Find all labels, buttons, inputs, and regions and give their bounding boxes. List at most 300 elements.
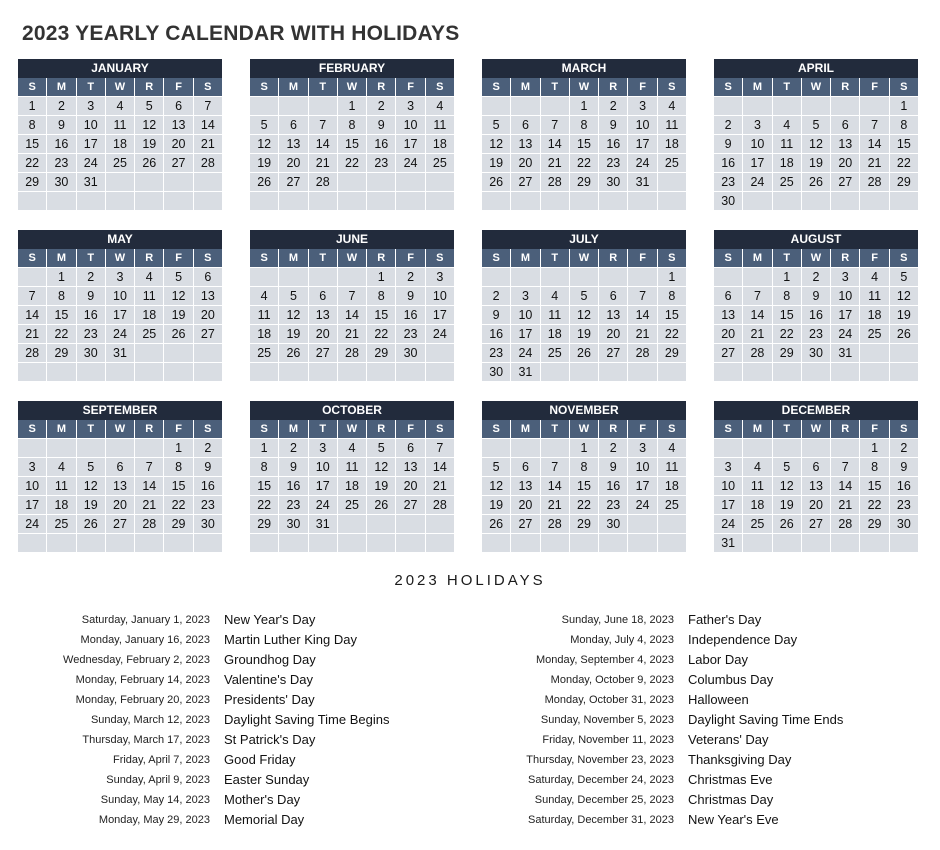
day-cell: 16	[47, 135, 75, 153]
empty-day-cell	[309, 268, 337, 286]
day-cell: 21	[541, 154, 569, 172]
day-cell: 10	[831, 287, 859, 305]
holiday-name: Independence Day	[688, 632, 798, 647]
empty-day-cell	[743, 97, 771, 115]
holiday-row	[0, 690, 470, 710]
day-cell: 6	[599, 287, 627, 305]
empty-day-cell	[426, 363, 454, 381]
day-cell: 10	[309, 458, 337, 476]
empty-day-cell	[658, 192, 686, 210]
holiday-name: St Patrick's Day	[224, 732, 316, 747]
empty-day-cell	[135, 363, 163, 381]
day-cell: 25	[135, 325, 163, 343]
day-cell: 23	[714, 173, 742, 191]
day-cell: 20	[106, 496, 134, 514]
empty-day-cell	[250, 534, 278, 552]
day-cell: 17	[77, 135, 105, 153]
day-cell: 21	[194, 135, 222, 153]
weekday-label: S	[426, 249, 454, 267]
empty-day-cell	[396, 173, 424, 191]
day-cell: 17	[309, 477, 337, 495]
empty-day-cell	[279, 363, 307, 381]
month-name: AUGUST	[714, 230, 918, 249]
holiday-name: Daylight Saving Time Ends	[688, 712, 844, 727]
day-cell: 14	[743, 306, 771, 324]
day-cell: 15	[570, 135, 598, 153]
day-cell: 29	[570, 515, 598, 533]
weekday-label: S	[250, 78, 278, 96]
day-cell: 28	[541, 173, 569, 191]
weekday-label: T	[773, 78, 801, 96]
day-cell: 29	[367, 344, 395, 362]
day-cell: 24	[628, 154, 656, 172]
day-cell: 14	[426, 458, 454, 476]
empty-day-cell	[47, 439, 75, 457]
day-cell: 7	[541, 116, 569, 134]
weekday-label: S	[482, 420, 510, 438]
day-cell: 14	[135, 477, 163, 495]
day-cell: 19	[482, 496, 510, 514]
empty-day-cell	[367, 515, 395, 533]
weekday-label: T	[773, 420, 801, 438]
holidays-list-left	[0, 610, 470, 830]
day-cell: 25	[106, 154, 134, 172]
day-cell: 29	[860, 515, 888, 533]
weekday-label: F	[628, 420, 656, 438]
day-cell: 3	[628, 439, 656, 457]
weekday-label: S	[18, 420, 46, 438]
day-cell: 20	[309, 325, 337, 343]
empty-day-cell	[367, 173, 395, 191]
holiday-date: Monday, January 16, 2023	[80, 634, 210, 646]
month-grid	[482, 420, 686, 552]
holiday-date: Sunday, May 14, 2023	[100, 794, 210, 806]
weekday-label: R	[135, 420, 163, 438]
empty-day-cell	[309, 97, 337, 115]
day-cell: 28	[743, 344, 771, 362]
day-cell: 5	[570, 287, 598, 305]
day-cell: 2	[482, 287, 510, 305]
day-cell: 9	[802, 287, 830, 305]
day-cell: 12	[164, 287, 192, 305]
day-cell: 20	[831, 154, 859, 172]
weekday-label: F	[396, 249, 424, 267]
day-cell: 18	[250, 325, 278, 343]
day-cell: 23	[194, 496, 222, 514]
empty-day-cell	[773, 534, 801, 552]
weekday-label: S	[194, 78, 222, 96]
day-cell: 30	[47, 173, 75, 191]
day-cell: 5	[367, 439, 395, 457]
day-cell: 2	[77, 268, 105, 286]
holiday-date: Saturday, December 31, 2023	[528, 814, 674, 826]
day-cell: 18	[106, 135, 134, 153]
day-cell: 4	[135, 268, 163, 286]
day-cell: 25	[541, 344, 569, 362]
holiday-row	[464, 790, 934, 810]
day-cell: 14	[628, 306, 656, 324]
empty-day-cell	[599, 268, 627, 286]
empty-day-cell	[106, 173, 134, 191]
day-cell: 10	[743, 135, 771, 153]
day-cell: 10	[18, 477, 46, 495]
holiday-row	[0, 790, 470, 810]
weekday-label: F	[396, 420, 424, 438]
day-cell: 14	[338, 306, 366, 324]
holiday-row	[0, 630, 470, 650]
holiday-row	[464, 750, 934, 770]
day-cell: 3	[106, 268, 134, 286]
empty-day-cell	[570, 268, 598, 286]
day-cell: 29	[164, 515, 192, 533]
holiday-row	[0, 730, 470, 750]
weekday-label: R	[135, 78, 163, 96]
weekday-label: S	[714, 249, 742, 267]
day-cell: 13	[714, 306, 742, 324]
holiday-name: Christmas Day	[688, 792, 774, 807]
empty-day-cell	[599, 534, 627, 552]
day-cell: 5	[279, 287, 307, 305]
day-cell: 13	[802, 477, 830, 495]
day-cell: 10	[628, 116, 656, 134]
day-cell: 2	[714, 116, 742, 134]
day-cell: 10	[396, 116, 424, 134]
empty-day-cell	[773, 439, 801, 457]
day-cell: 15	[860, 477, 888, 495]
day-cell: 12	[279, 306, 307, 324]
day-cell: 10	[106, 287, 134, 305]
empty-day-cell	[743, 534, 771, 552]
day-cell: 14	[860, 135, 888, 153]
day-cell: 17	[743, 154, 771, 172]
day-cell: 3	[511, 287, 539, 305]
day-cell: 29	[47, 344, 75, 362]
empty-day-cell	[164, 344, 192, 362]
empty-day-cell	[77, 439, 105, 457]
day-cell: 12	[482, 477, 510, 495]
day-cell: 22	[164, 496, 192, 514]
day-cell: 24	[831, 325, 859, 343]
day-cell: 22	[338, 154, 366, 172]
empty-day-cell	[570, 534, 598, 552]
month-3	[714, 59, 918, 210]
empty-day-cell	[338, 173, 366, 191]
day-cell: 23	[802, 325, 830, 343]
holiday-name: Columbus Day	[688, 672, 774, 687]
day-cell: 24	[511, 344, 539, 362]
empty-day-cell	[426, 515, 454, 533]
empty-day-cell	[426, 344, 454, 362]
weekday-label: M	[511, 78, 539, 96]
weekday-label: R	[367, 249, 395, 267]
month-grid	[250, 249, 454, 381]
day-cell: 2	[599, 97, 627, 115]
day-cell: 27	[279, 173, 307, 191]
day-cell: 19	[135, 135, 163, 153]
day-cell: 25	[773, 173, 801, 191]
holiday-name: Father's Day	[688, 612, 762, 627]
month-9	[250, 401, 454, 552]
day-cell: 18	[658, 135, 686, 153]
day-cell: 27	[511, 173, 539, 191]
month-8	[18, 401, 222, 552]
empty-day-cell	[541, 534, 569, 552]
day-cell: 13	[279, 135, 307, 153]
day-cell: 27	[396, 496, 424, 514]
empty-day-cell	[831, 534, 859, 552]
day-cell: 22	[570, 496, 598, 514]
empty-day-cell	[396, 515, 424, 533]
day-cell: 18	[743, 496, 771, 514]
empty-day-cell	[831, 439, 859, 457]
weekday-label: F	[164, 420, 192, 438]
day-cell: 8	[860, 458, 888, 476]
weekday-label: S	[250, 249, 278, 267]
day-cell: 7	[426, 439, 454, 457]
day-cell: 16	[714, 154, 742, 172]
day-cell: 29	[890, 173, 918, 191]
day-cell: 4	[743, 458, 771, 476]
day-cell: 22	[250, 496, 278, 514]
day-cell: 16	[279, 477, 307, 495]
holiday-row	[464, 670, 934, 690]
day-cell: 23	[482, 344, 510, 362]
day-cell: 22	[890, 154, 918, 172]
holiday-name: Presidents' Day	[224, 692, 315, 707]
empty-day-cell	[250, 192, 278, 210]
day-cell: 7	[743, 287, 771, 305]
empty-day-cell	[714, 97, 742, 115]
weekday-label: M	[279, 420, 307, 438]
holiday-name: Good Friday	[224, 752, 296, 767]
weekday-label: T	[773, 249, 801, 267]
holiday-row	[464, 650, 934, 670]
day-cell: 28	[860, 173, 888, 191]
holiday-name: Valentine's Day	[224, 672, 313, 687]
weekday-label: S	[426, 78, 454, 96]
weekday-label: W	[802, 78, 830, 96]
empty-day-cell	[860, 363, 888, 381]
day-cell: 17	[106, 306, 134, 324]
day-cell: 9	[890, 458, 918, 476]
weekday-label: W	[802, 420, 830, 438]
day-cell: 27	[194, 325, 222, 343]
day-cell: 6	[164, 97, 192, 115]
day-cell: 20	[599, 325, 627, 343]
month-11	[714, 401, 918, 552]
empty-day-cell	[743, 268, 771, 286]
holiday-row	[0, 670, 470, 690]
day-cell: 10	[714, 477, 742, 495]
empty-day-cell	[890, 534, 918, 552]
empty-day-cell	[860, 344, 888, 362]
day-cell: 11	[541, 306, 569, 324]
holiday-date: Thursday, November 23, 2023	[526, 754, 674, 766]
day-cell: 7	[831, 458, 859, 476]
empty-day-cell	[802, 439, 830, 457]
day-cell: 10	[511, 306, 539, 324]
empty-day-cell	[18, 534, 46, 552]
holiday-row	[464, 690, 934, 710]
day-cell: 27	[106, 515, 134, 533]
day-cell: 4	[106, 97, 134, 115]
day-cell: 24	[426, 325, 454, 343]
day-cell: 13	[309, 306, 337, 324]
holiday-name: Christmas Eve	[688, 772, 773, 787]
day-cell: 20	[802, 496, 830, 514]
day-cell: 15	[47, 306, 75, 324]
day-cell: 21	[338, 325, 366, 343]
month-name: MAY	[18, 230, 222, 249]
empty-day-cell	[482, 192, 510, 210]
day-cell: 30	[599, 173, 627, 191]
day-cell: 15	[367, 306, 395, 324]
holiday-date: Sunday, November 5, 2023	[540, 714, 674, 726]
weekday-label: M	[743, 249, 771, 267]
weekday-label: R	[367, 78, 395, 96]
weekday-label: F	[164, 78, 192, 96]
weekday-label: W	[570, 78, 598, 96]
holiday-row	[464, 610, 934, 630]
day-cell: 16	[802, 306, 830, 324]
day-cell: 7	[194, 97, 222, 115]
weekday-label: R	[831, 249, 859, 267]
holiday-date: Wednesday, February 2, 2023	[63, 654, 210, 666]
holiday-row	[464, 730, 934, 750]
day-cell: 28	[309, 173, 337, 191]
day-cell: 1	[47, 268, 75, 286]
day-cell: 3	[77, 97, 105, 115]
day-cell: 25	[250, 344, 278, 362]
holiday-name: Mother's Day	[224, 792, 301, 807]
day-cell: 16	[890, 477, 918, 495]
day-cell: 27	[831, 173, 859, 191]
month-grid	[18, 78, 222, 210]
day-cell: 21	[309, 154, 337, 172]
day-cell: 11	[338, 458, 366, 476]
holiday-date: Monday, May 29, 2023	[98, 814, 210, 826]
holiday-date: Thursday, March 17, 2023	[82, 734, 210, 746]
day-cell: 21	[541, 496, 569, 514]
day-cell: 16	[367, 135, 395, 153]
empty-day-cell	[628, 515, 656, 533]
month-2	[482, 59, 686, 210]
day-cell: 8	[773, 287, 801, 305]
empty-day-cell	[164, 173, 192, 191]
day-cell: 12	[135, 116, 163, 134]
day-cell: 17	[426, 306, 454, 324]
day-cell: 23	[890, 496, 918, 514]
empty-day-cell	[802, 97, 830, 115]
day-cell: 19	[482, 154, 510, 172]
weekday-label: T	[541, 420, 569, 438]
day-cell: 30	[802, 344, 830, 362]
empty-day-cell	[628, 363, 656, 381]
empty-day-cell	[541, 192, 569, 210]
day-cell: 18	[47, 496, 75, 514]
month-grid	[714, 420, 918, 552]
day-cell: 16	[396, 306, 424, 324]
month-grid	[714, 249, 918, 381]
day-cell: 29	[658, 344, 686, 362]
day-cell: 5	[773, 458, 801, 476]
day-cell: 14	[18, 306, 46, 324]
day-cell: 14	[541, 135, 569, 153]
day-cell: 28	[831, 515, 859, 533]
day-cell: 16	[599, 477, 627, 495]
day-cell: 1	[367, 268, 395, 286]
day-cell: 24	[743, 173, 771, 191]
day-cell: 11	[426, 116, 454, 134]
day-cell: 8	[570, 116, 598, 134]
empty-day-cell	[106, 439, 134, 457]
weekday-label: S	[658, 420, 686, 438]
day-cell: 17	[628, 135, 656, 153]
day-cell: 27	[164, 154, 192, 172]
weekday-label: M	[47, 78, 75, 96]
empty-day-cell	[77, 192, 105, 210]
day-cell: 6	[106, 458, 134, 476]
day-cell: 27	[309, 344, 337, 362]
day-cell: 19	[279, 325, 307, 343]
weekday-label: S	[482, 78, 510, 96]
day-cell: 5	[250, 116, 278, 134]
holidays-title: 2023 HOLIDAYS	[394, 572, 546, 589]
holiday-name: Groundhog Day	[224, 652, 316, 667]
day-cell: 5	[802, 116, 830, 134]
weekday-label: T	[541, 249, 569, 267]
empty-day-cell	[743, 192, 771, 210]
empty-day-cell	[860, 192, 888, 210]
empty-day-cell	[570, 192, 598, 210]
holiday-row	[464, 770, 934, 790]
day-cell: 14	[831, 477, 859, 495]
day-cell: 15	[890, 135, 918, 153]
day-cell: 2	[367, 97, 395, 115]
weekday-label: W	[106, 249, 134, 267]
day-cell: 2	[47, 97, 75, 115]
day-cell: 25	[860, 325, 888, 343]
month-name: DECEMBER	[714, 401, 918, 420]
empty-day-cell	[338, 268, 366, 286]
day-cell: 18	[541, 325, 569, 343]
day-cell: 5	[482, 116, 510, 134]
empty-day-cell	[279, 534, 307, 552]
day-cell: 28	[426, 496, 454, 514]
empty-day-cell	[18, 363, 46, 381]
day-cell: 6	[802, 458, 830, 476]
day-cell: 18	[658, 477, 686, 495]
empty-day-cell	[367, 363, 395, 381]
empty-day-cell	[714, 268, 742, 286]
day-cell: 19	[250, 154, 278, 172]
day-cell: 21	[831, 496, 859, 514]
empty-day-cell	[599, 192, 627, 210]
day-cell: 23	[396, 325, 424, 343]
day-cell: 11	[658, 116, 686, 134]
day-cell: 25	[426, 154, 454, 172]
day-cell: 26	[802, 173, 830, 191]
holiday-date: Monday, February 20, 2023	[75, 694, 210, 706]
empty-day-cell	[541, 363, 569, 381]
day-cell: 25	[658, 154, 686, 172]
day-cell: 3	[396, 97, 424, 115]
empty-day-cell	[18, 439, 46, 457]
month-grid	[18, 249, 222, 381]
day-cell: 19	[164, 306, 192, 324]
day-cell: 18	[338, 477, 366, 495]
day-cell: 20	[279, 154, 307, 172]
